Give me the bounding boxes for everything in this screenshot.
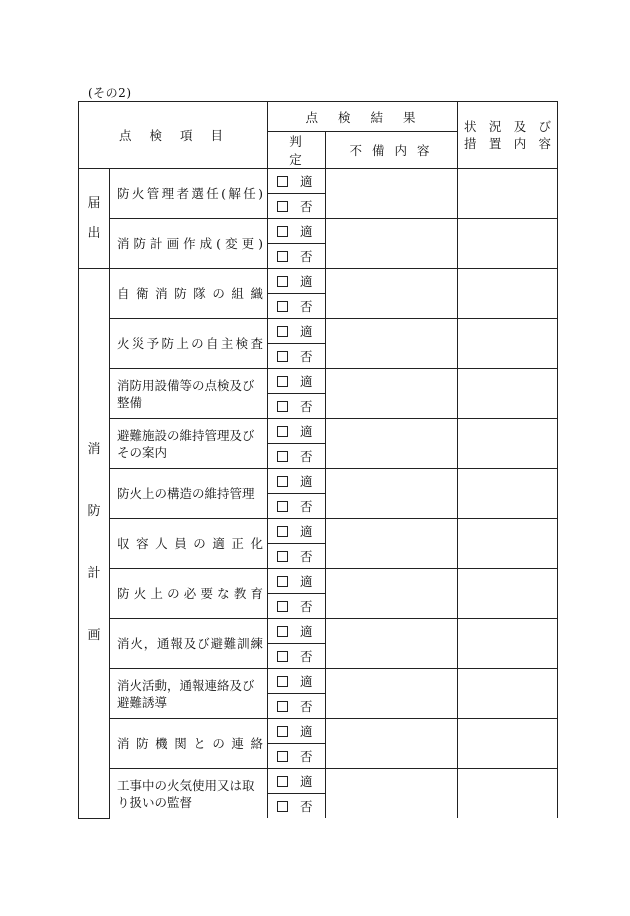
defect-content-cell[interactable] <box>326 519 458 569</box>
checkbox-ng[interactable] <box>277 401 288 412</box>
judgment-ng <box>268 194 326 219</box>
item-row <box>79 569 558 594</box>
judgment-ng <box>268 594 326 619</box>
checkbox-ng[interactable] <box>277 201 288 212</box>
item-row <box>79 719 558 744</box>
option-ok-label: 適 <box>300 274 313 289</box>
defect-content-cell[interactable] <box>326 369 458 419</box>
category-notification <box>79 169 110 269</box>
option-ok-label: 適 <box>300 324 313 339</box>
item-row <box>79 169 558 194</box>
option-ok-label: 適 <box>300 474 313 489</box>
checkbox-ok[interactable] <box>277 226 288 237</box>
inspection-item-label: 収容人員の適正化 <box>110 519 268 569</box>
status-measures-cell[interactable] <box>458 469 558 519</box>
option-ng-label: 否 <box>300 299 313 314</box>
header-defect-content: 不備内容 <box>326 132 458 169</box>
category-char: 防 <box>87 504 101 520</box>
defect-content-cell[interactable] <box>326 619 458 669</box>
defect-content-cell[interactable] <box>326 219 458 269</box>
option-ng-label: 否 <box>300 599 313 614</box>
option-ok-label: 適 <box>300 374 313 389</box>
status-measures-cell[interactable] <box>458 769 558 819</box>
inspection-item-label: 防火上の構造の維持管理 <box>110 469 268 519</box>
judgment-ok <box>268 769 326 794</box>
item-row <box>79 769 558 794</box>
checkbox-ok[interactable] <box>277 726 288 737</box>
defect-content-cell[interactable] <box>326 469 458 519</box>
judgment-ng <box>268 694 326 719</box>
judgment-ok <box>268 319 326 344</box>
checkbox-ng[interactable] <box>277 801 288 812</box>
item-row <box>79 369 558 394</box>
judgment-ng <box>268 244 326 269</box>
judgment-ok <box>268 369 326 394</box>
header-status-line1: 状況及び <box>464 119 552 134</box>
judgment-ng <box>268 294 326 319</box>
item-row <box>79 519 558 544</box>
checkbox-ok[interactable] <box>277 376 288 387</box>
status-measures-cell[interactable] <box>458 669 558 719</box>
checkbox-ng[interactable] <box>277 651 288 662</box>
checkbox-ok[interactable] <box>277 576 288 587</box>
header-row-1 <box>79 102 558 132</box>
item-row <box>79 219 558 244</box>
judgment-ng <box>268 494 326 519</box>
inspection-item-label: 防火上の必要な教育 <box>110 569 268 619</box>
defect-content-cell[interactable] <box>326 719 458 769</box>
header-status-measures <box>458 102 558 169</box>
option-ng-label: 否 <box>300 749 313 764</box>
judgment-ok <box>268 669 326 694</box>
checkbox-ok[interactable] <box>277 426 288 437</box>
inspection-item-label: 消火活動，通報連絡及び避難誘導 <box>110 669 268 719</box>
option-ok-label: 適 <box>300 624 313 639</box>
checkbox-ok[interactable] <box>277 676 288 687</box>
option-ok-label: 適 <box>300 424 313 439</box>
checkbox-ng[interactable] <box>277 451 288 462</box>
checkbox-ng[interactable] <box>277 501 288 512</box>
judgment-ok <box>268 219 326 244</box>
judgment-ok <box>268 519 326 544</box>
option-ng-label: 否 <box>300 199 313 214</box>
inspection-table <box>78 101 558 819</box>
status-measures-cell[interactable] <box>458 419 558 469</box>
option-ng-label: 否 <box>300 449 313 464</box>
item-row <box>79 269 558 294</box>
judgment-ok <box>268 619 326 644</box>
inspection-item-label: 防火管理者選任(解任) <box>110 169 268 219</box>
option-ng-label: 否 <box>300 349 313 364</box>
option-ok-label: 適 <box>300 724 313 739</box>
status-measures-cell[interactable] <box>458 519 558 569</box>
option-ng-label: 否 <box>300 399 313 414</box>
inspection-item-label: 消防機関との連絡 <box>110 719 268 769</box>
option-ng-label: 否 <box>300 699 313 714</box>
option-ng-label: 否 <box>300 649 313 664</box>
status-measures-cell[interactable] <box>458 219 558 269</box>
judgment-ok <box>268 269 326 294</box>
option-ng-label: 否 <box>300 799 313 814</box>
checkbox-ng[interactable] <box>277 751 288 762</box>
judgment-ok <box>268 469 326 494</box>
item-row <box>79 319 558 344</box>
status-measures-cell[interactable] <box>458 319 558 369</box>
option-ng-label: 否 <box>300 499 313 514</box>
category-char: 計 <box>87 566 101 582</box>
checkbox-ok[interactable] <box>277 476 288 487</box>
judgment-ng <box>268 544 326 569</box>
checkbox-ng[interactable] <box>277 601 288 612</box>
judgment-ok <box>268 719 326 744</box>
option-ok-label: 適 <box>300 674 313 689</box>
defect-content-cell[interactable] <box>326 169 458 219</box>
checkbox-ok[interactable] <box>277 326 288 337</box>
checkbox-ng[interactable] <box>277 251 288 262</box>
item-row <box>79 469 558 494</box>
judgment-ng <box>268 444 326 469</box>
inspection-item-label: 消防用設備等の点検及び整備 <box>110 369 268 419</box>
option-ng-label: 否 <box>300 549 313 564</box>
judgment-ok <box>268 169 326 194</box>
defect-content-cell[interactable] <box>326 769 458 819</box>
defect-content-cell[interactable] <box>326 419 458 469</box>
inspection-item-label: 避難施設の維持管理及びその案内 <box>110 419 268 469</box>
status-measures-cell[interactable] <box>458 619 558 669</box>
defect-content-cell[interactable] <box>326 269 458 319</box>
checkbox-ok[interactable] <box>277 276 288 287</box>
category-char: 画 <box>87 628 101 644</box>
header-judgment: 判定 <box>268 132 326 169</box>
option-ok-label: 適 <box>300 224 313 239</box>
option-ok-label: 適 <box>300 524 313 539</box>
checkbox-ng[interactable] <box>277 301 288 312</box>
inspection-item-label: 自衛消防隊の組織 <box>110 269 268 319</box>
header-inspection-items: 点検項目 <box>79 102 268 169</box>
judgment-ng <box>268 344 326 369</box>
defect-content-cell[interactable] <box>326 669 458 719</box>
defect-content-cell[interactable] <box>326 319 458 369</box>
judgment-ng <box>268 744 326 769</box>
item-row <box>79 619 558 644</box>
checkbox-ok[interactable] <box>277 626 288 637</box>
status-measures-cell[interactable] <box>458 569 558 619</box>
option-ok-label: 適 <box>300 574 313 589</box>
checkbox-ok[interactable] <box>277 776 288 787</box>
page-caption: (その2) <box>88 86 132 100</box>
item-row <box>79 419 558 444</box>
option-ok-label: 適 <box>300 174 313 189</box>
inspection-item-label: 消防計画作成(変更) <box>110 219 268 269</box>
status-measures-cell[interactable] <box>458 719 558 769</box>
status-measures-cell[interactable] <box>458 369 558 419</box>
checkbox-ng[interactable] <box>277 551 288 562</box>
judgment-ng <box>268 394 326 419</box>
inspection-item-label: 工事中の火気使用又は取り扱いの監督 <box>110 769 268 819</box>
header-status-line2: 措置内容 <box>464 136 552 151</box>
inspection-item-label: 消火，通報及び避難訓練 <box>110 619 268 669</box>
checkbox-ng[interactable] <box>277 701 288 712</box>
judgment-ng <box>268 794 326 819</box>
checkbox-ok[interactable] <box>277 526 288 537</box>
checkbox-ok[interactable] <box>277 176 288 187</box>
item-row <box>79 669 558 694</box>
category-char: 出 <box>87 225 101 241</box>
checkbox-ng[interactable] <box>277 351 288 362</box>
judgment-ok <box>268 569 326 594</box>
judgment-ng <box>268 644 326 669</box>
status-measures-cell[interactable] <box>458 269 558 319</box>
status-measures-cell[interactable] <box>458 169 558 219</box>
header-inspection-result: 点検結果 <box>268 102 458 132</box>
option-ok-label: 適 <box>300 774 313 789</box>
inspection-item-label: 火災予防上の自主検査 <box>110 319 268 369</box>
judgment-ok <box>268 419 326 444</box>
category-char: 届 <box>87 195 101 211</box>
category-fire-plan <box>79 269 110 819</box>
category-char: 消 <box>87 442 101 458</box>
option-ng-label: 否 <box>300 249 313 264</box>
defect-content-cell[interactable] <box>326 569 458 619</box>
